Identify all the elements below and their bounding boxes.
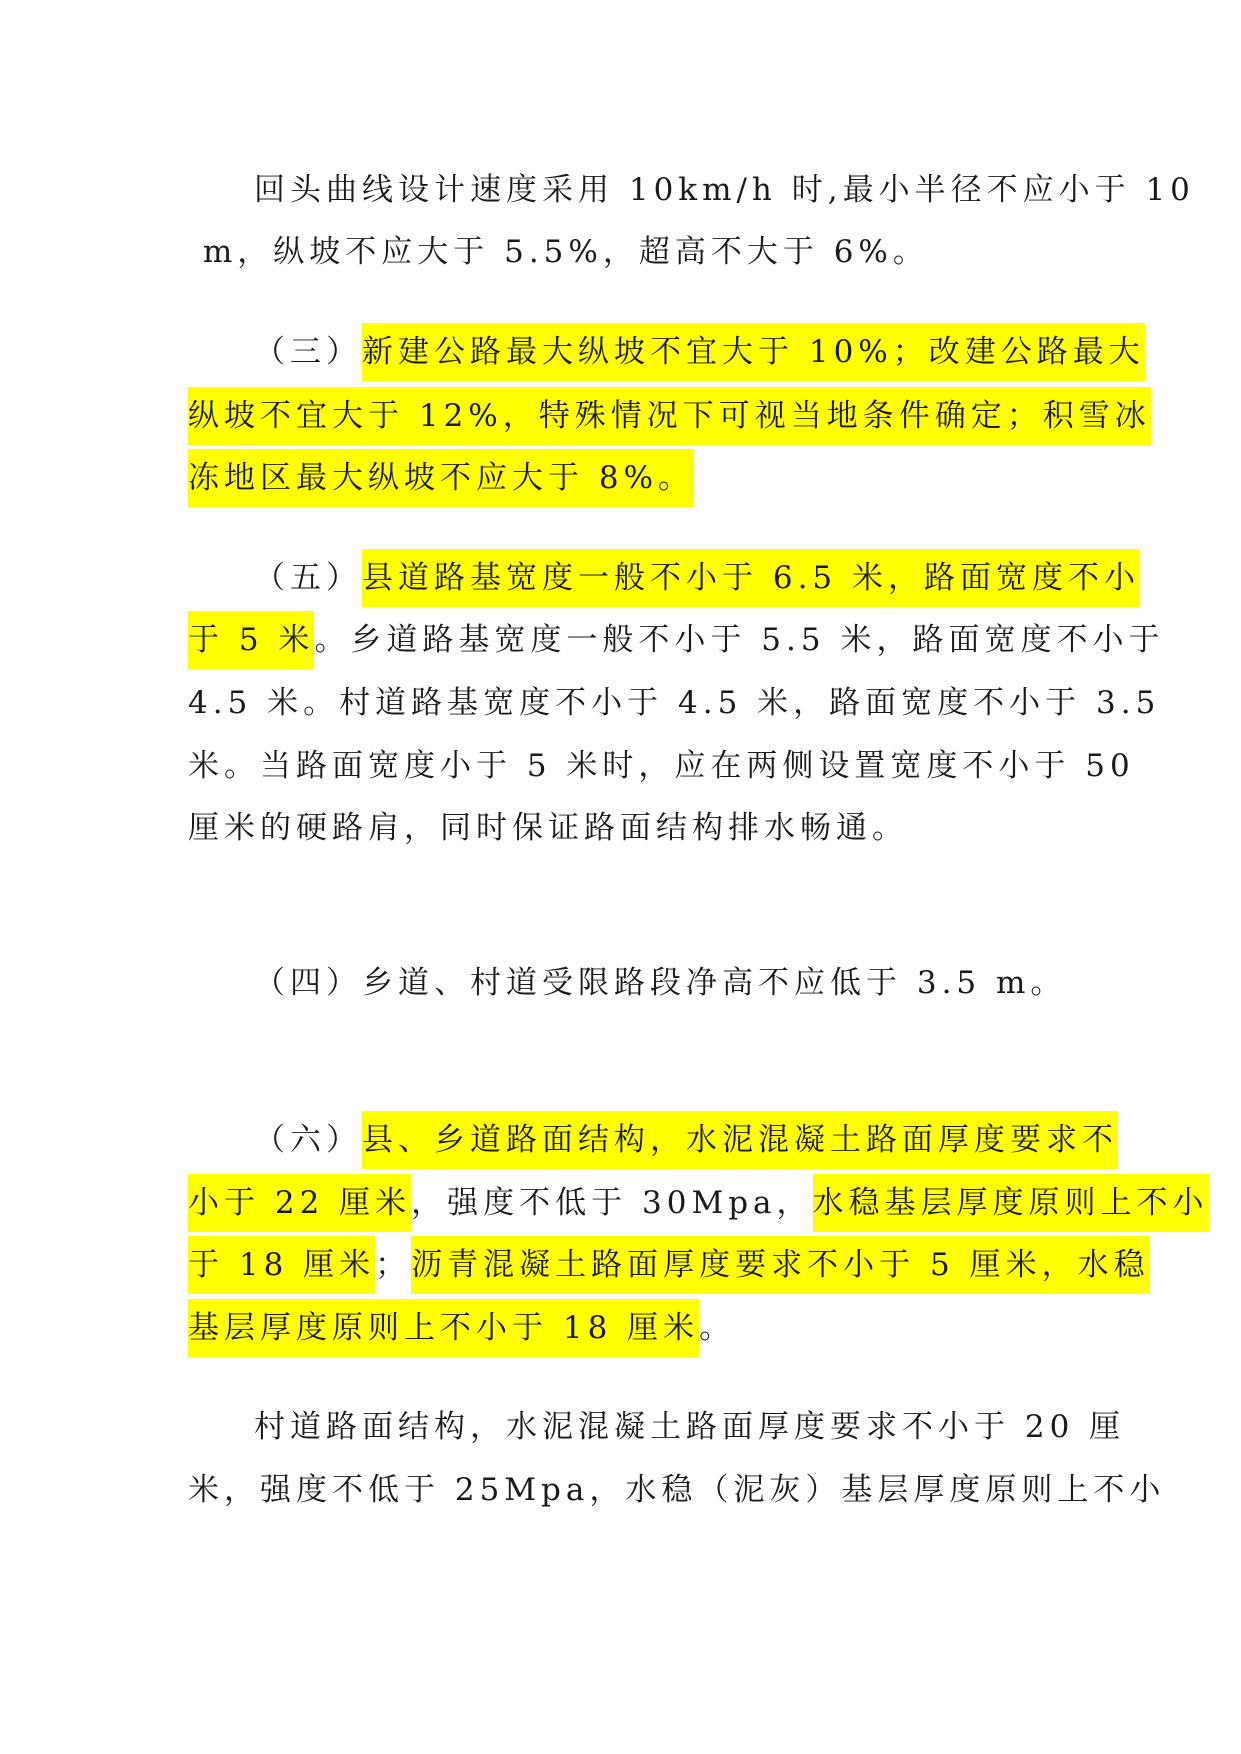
highlighted-text: 沥青混凝土路面厚度要求不小于 5 厘米，水稳 (411, 1236, 1149, 1294)
paragraph-line: 4.5 米。村道路基宽度不小于 4.5 米，路面宽度不小于 3.5 (188, 685, 1161, 721)
paragraph-line (188, 618, 1165, 662)
paragraph-line (188, 1306, 1048, 1350)
paragraph-text: ，强度不低于 30Mpa， (411, 1185, 813, 1221)
paragraph-line: 米，强度不低于 25Mpa，水稳（泥灰）基层厚度原则上不小 (188, 1472, 1166, 1508)
paragraph-line (188, 456, 1048, 500)
highlighted-text: 县道路基宽度一般不小于 6.5 米，路面宽度不小 (362, 549, 1140, 607)
paragraph-line (254, 556, 1141, 600)
paragraph-line: 回头曲线设计速度采用 10km/h 时,最小半径不应小于 10 (254, 172, 1195, 208)
highlighted-text: 于 5 米 (188, 611, 314, 669)
paragraph-line (188, 1243, 1150, 1287)
clause-number: （三） (254, 334, 362, 370)
paragraph-line (254, 1118, 1118, 1162)
paragraph-text: 。乡道路基宽度一般不小于 5.5 米，路面宽度不小于 (314, 622, 1165, 658)
highlighted-text: 县、乡道路面结构，水泥混凝土路面厚度要求不 (362, 1111, 1118, 1169)
highlighted-text: 于 18 厘米 (188, 1236, 375, 1294)
highlighted-text: 新建公路最大纵坡不宜大于 10%；改建公路最大 (362, 323, 1145, 381)
paragraph-line: 厘米的硬路肩，同时保证路面结构排水畅通。 (188, 810, 908, 846)
paragraph-line: 米。当路面宽度小于 5 米时，应在两侧设置宽度不小于 50 (188, 748, 1135, 784)
paragraph-text: 。 (699, 1310, 736, 1346)
paragraph-line: m，纵坡不应大于 5.5%，超高不大于 6%。 (188, 234, 929, 270)
paragraph-text: ； (375, 1247, 412, 1283)
highlighted-text: 小于 22 厘米 (188, 1174, 411, 1232)
paragraph-line (254, 330, 1145, 374)
clause-number: （五） (254, 560, 362, 596)
highlighted-text: 基层厚度原则上不小于 18 厘米 (188, 1299, 699, 1357)
paragraph-line: （四）乡道、村道受限路段净高不应低于 3.5 m。 (254, 965, 1067, 1001)
highlighted-text: 纵坡不宜大于 12%，特殊情况下可视当地条件确定；积雪冰 (188, 387, 1151, 445)
paragraph-line (188, 1181, 1209, 1225)
paragraph-line: 村道路面结构，水泥混凝土路面厚度要求不小于 20 厘 (254, 1409, 1126, 1445)
highlighted-text: 冻地区最大纵坡不应大于 8%。 (188, 449, 694, 507)
clause-number: （六） (254, 1122, 362, 1158)
highlighted-text: 水稳基层厚度原则上不小 (813, 1174, 1209, 1232)
paragraph-line (188, 394, 1151, 438)
